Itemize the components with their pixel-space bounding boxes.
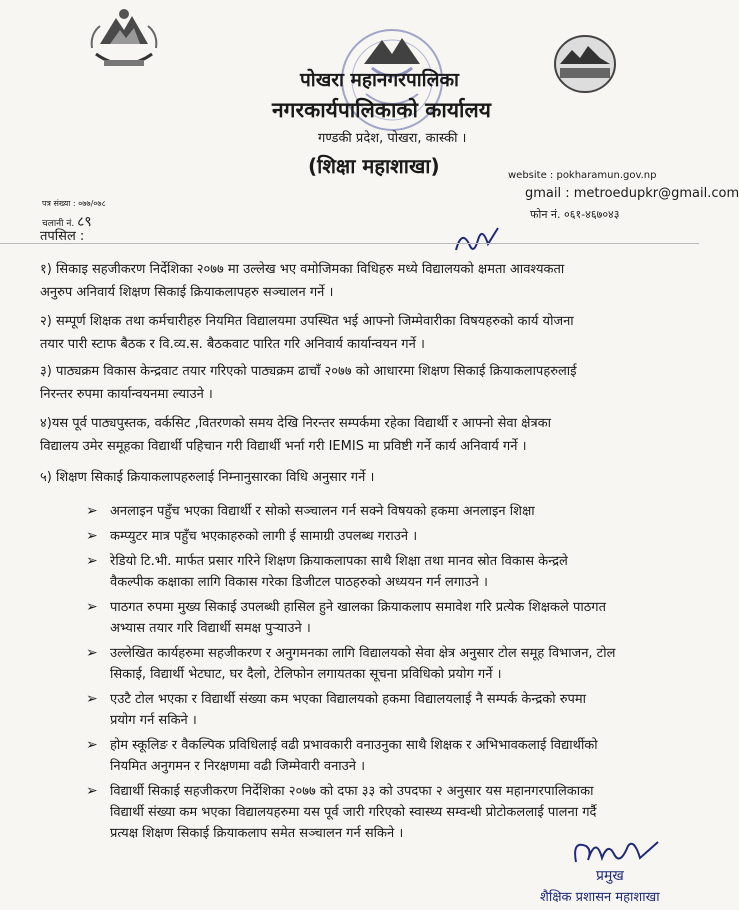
point-4: [40, 412, 700, 458]
point-1: [40, 258, 700, 304]
list-item: ➢ उल्लेखित कार्यहरुमा सहजीकरण र अनुगमनका लागि विद्यालयको सेवा क्षेत्र अनुसार टोल समूह विभाजन, टोल सिकाई, विद्यार्थी भेटघाट, घर दैलो, टेलिफोन लगायतका सूचना प्रविधिको प्रयोग गर्ने ।: [86, 645, 616, 682]
header-divider: [0, 243, 699, 244]
arrow-bullet-icon: ➢: [86, 645, 98, 661]
point-2-line-1: २) सम्पूर्ण शिक्षक तथा कर्मचारीहरु नियमित विद्यालयमा उपस्थित भई आफ्नो जिम्मेवारीका विषयहरुको कार्य योजना: [40, 314, 574, 329]
point-2: [40, 310, 700, 356]
reference-number: पत्र संख्या : ०७७/०७८: [42, 199, 106, 208]
point-3-line-1: ३) पाठ्यक्रम विकास केन्द्रवाट तयार गरिएको पाठ्यक्रम ढाचाँ २०७७ को आधारमा शिक्षण सिकाई क्रियाकलापहरुलाई: [40, 364, 577, 379]
list-item: ➢ होम स्कूलिङ र वैकल्पिक प्रविधिलाई वढी प्रभावकारी वनाउनुका साथै शिक्षक र अभिभावकलाई विद्यार्थीको नियमित अनुगमन र निरक्षणमा वढी जिम्मेवारी वनाउने ।: [86, 737, 598, 774]
gmail-text: gmail : metroedupkr@gmail.com: [525, 186, 739, 201]
method-list: [86, 501, 699, 848]
nepal-emblem-icon: [86, 4, 162, 76]
list-item: ➢ अनलाइन पहुँच भएका विद्यार्थी र सोको सञ्चालन गर्न सक्ने विषयको हकमा अनलाइन शिक्षा: [86, 501, 699, 522]
point-5: [40, 466, 700, 489]
arrow-bullet-icon: ➢: [86, 783, 98, 799]
point-1-line-1: १) सिकाइ सहजीकरण निर्देशिका २०७७ मा उल्लेख भए वमोजिमका विधिहरु मध्ये विद्यालयको क्षमता आवश्यकता: [40, 262, 565, 277]
website-text: website : pokharamun.gov.np: [508, 170, 657, 181]
list-item: ➢ विद्यार्थी सिकाई सहजीकरण निर्देशिका २०७७ को दफा ३३ को उपदफा २ अनुसार यस महानगरपालिकाका विद्यार्थी संख्या कम भएका विद्यालयहरुमा यस पूर्व जारी गरिएको स्वास्थ्य सम्वन्धी प्रोटोकललाई पालना गर्दै प्रत्यक्ष शिक्षण सिकाई क्रियाकलाप समेत सञ्चालन गर्न सकिने ।: [86, 783, 597, 841]
arrow-bullet-icon: ➢: [86, 503, 98, 519]
initial-signature-icon: [452, 222, 502, 258]
list-item: ➢ पाठगत रुपमा मुख्य सिकाई उपलब्धी हासिल हुने खालका क्रियाकलाप समावेश गरि प्रत्येक शिक्षकले पाठगत अभ्यास तयार गरि विद्यार्थी समक्ष पुऱ्याउने ।: [86, 599, 607, 636]
point-4-line-1: ४)यस पूर्व पाठ्यपुस्तक, वर्कसिट ,वितरणको समय देखि निरन्तर सम्पर्कमा रहेका विद्यार्थी र आफ्नो सेवा क्षेत्रका: [40, 416, 551, 431]
list-item: ➢ एउटै टोल भएका र विद्यार्थी संख्या कम भएका विद्यालयको हकमा विद्यालयलाई नै सम्पर्क केन्द्रको रुपमा प्रयोग गर्न सकिने ।: [86, 691, 587, 728]
signatory-section: शैक्षिक प्रशासन महाशाखा: [540, 890, 660, 905]
list-item: ➢ कम्प्युटर मात्र पहुँच भएकाहरुको लागी ई सामाग्री उपलब्ध गराउने ।: [86, 526, 699, 547]
office-name: नगरकार्यपालिकाको कार्यालय: [272, 98, 491, 122]
point-3-line-2: निरन्तर रुपमा कार्यान्वयनमा ल्याउने ।: [40, 387, 213, 402]
point-4-line-2: विद्यालय उमेर समूहका विद्यार्थी पहिचान गरी विद्यार्थी भर्ना गरी IEMIS मा प्रविष्टी गर्ने कार्य अनिवार्य गर्ने ।: [40, 439, 527, 454]
point-5-line-1: ५) शिक्षण सिकाई क्रियाकलापहरुलाई निम्नानुसारका विधि अनुसार गर्ने ।: [40, 470, 375, 485]
arrow-bullet-icon: ➢: [86, 553, 98, 569]
arrow-bullet-icon: ➢: [86, 691, 98, 707]
point-2-line-2: तयार पारी स्टाफ बैठक र वि.व्य.स. बैठकवाट पारित गरि अनिवार्य कार्यान्वयन गर्ने ।: [40, 337, 425, 352]
signatory-title: प्रमुख: [596, 868, 624, 884]
office-address: गण्डकी प्रदेश, पोखरा, कास्की ।: [318, 131, 467, 146]
subject-label: तपसिल :: [40, 229, 85, 244]
list-item: ➢ रेडियो टि.भी. मार्फत प्रसार गरिने शिक्षण क्रियाकलापका साथै शिक्षा तथा मानव स्रोत विकास केन्द्रले वैकल्पीक कक्षाका लागि विकास गरेका डिजीटल पाठहरुको अध्ययन गर्न लगाउने ।: [86, 553, 568, 590]
arrow-bullet-icon: ➢: [86, 528, 98, 544]
section-title: (शिक्षा महाशाखा): [308, 154, 440, 178]
municipality-logo-icon: [552, 34, 618, 94]
point-3: [40, 360, 700, 406]
point-1-line-2: अनुरुप अनिवार्य शिक्षण सिकाई क्रियाकलापहरु सञ्चालन गर्ने ।: [40, 285, 334, 300]
phone-text: फोन नं. ०६१-४६७०४३: [530, 208, 620, 221]
municipality-name: पोखरा महानगरपालिका: [300, 69, 459, 91]
arrow-bullet-icon: ➢: [86, 737, 98, 753]
chalani-value: ८९: [77, 214, 92, 230]
arrow-bullet-icon: ➢: [86, 599, 98, 615]
chalani-label: चलानी नं.: [42, 219, 75, 229]
